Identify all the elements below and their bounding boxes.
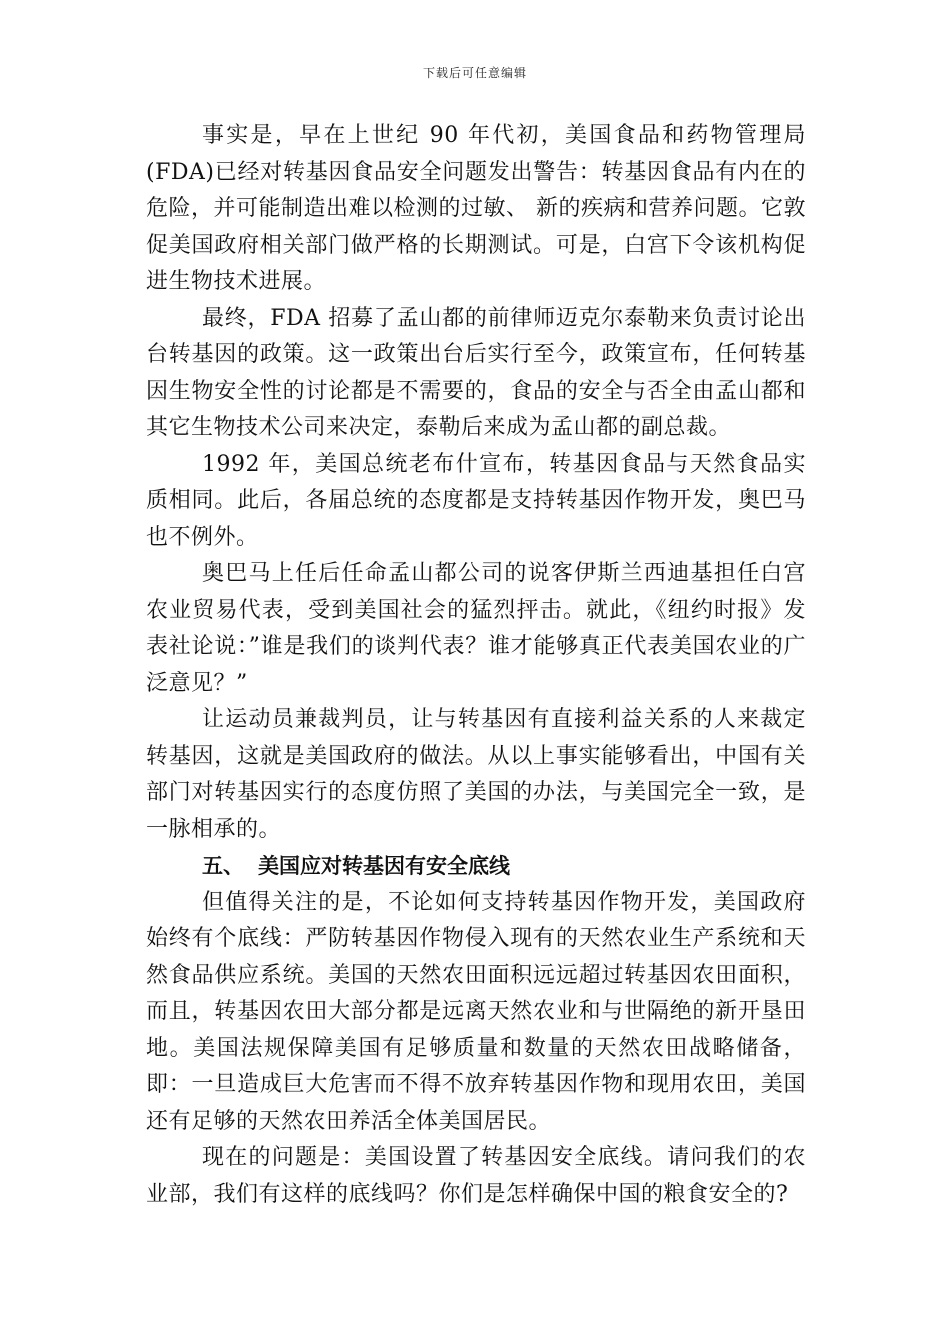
paragraph-obama-appointment: 奥巴马上任后任命孟山都公司的说客伊斯兰西迪基担任白宫农业贸易代表，受到美国社会的猛烈抨击。就此，《纽约时报》发表社论说：”谁是我们的谈判代表？谁才能够真正代表美国农业的广泛意见？” [146,561,806,696]
section-number: 五、 [202,854,244,878]
paragraph-1992-bush: 1992 年，美国总统老布什宣布，转基因食品与天然食品实质相同。此后，各届总统的态度都是支持转基因作物开发，奥巴马也不例外。 [146,451,806,550]
document-body [146,118,806,1213]
paragraph-question: 现在的问题是：美国设置了转基因安全底线。请问我们的农业部，我们有这样的底线吗？你们是怎样确保中国的粮食安全的? [146,1145,806,1207]
section-heading [146,848,806,885]
page-header: 下载后可任意编辑 [422,66,527,80]
paragraph-taylor-policy: 最终，FDA 招募了孟山都的前律师迈克尔泰勒来负责讨论出台转基因的政策。这一政策出台后实行至今，政策宣布，任何转基因生物安全性的讨论都是不需要的，食品的安全与否全由孟山都和其它生物技术公司来决定，泰勒后来成为孟山都的副总裁。 [146,305,806,440]
paragraph-safety-baseline: 但值得关注的是，不论如何支持转基因作物开发，美国政府始终有个底线：严防转基因作物侵入现有的天然农业生产系统和天然食品供应系统。美国的天然农田面积远远超过转基因农田面积，而且，转基因农田大部分都是远离天然农业和与世隔绝的新开垦田地。美国法规保障美国有足够质量和数量的天然农田战略储备，即：一旦造成巨大危害而不得不放弃转基因作物和现用农田，美国还有足够的天然农田养活全体美国居民。 [146,889,806,1134]
section-title: 美国应对转基因有安全底线 [258,854,510,878]
paragraph-fda-warning: 事实是，早在上世纪 90 年代初，美国食品和药物管理局(FDA)已经对转基因食品安全问题发出警告：转基因食品有内在的危险，并可能制造出难以检测的过敏、 新的疾病和营养问题。它敦促美国政府相关部门做严格的长期测试。可是，白宫下令该机构促进生物技术进展。 [146,123,806,294]
paragraph-referee-analogy: 让运动员兼裁判员，让与转基因有直接利益关系的人来裁定转基因，这就是美国政府的做法。从以上事实能够看出，中国有关部门对转基因实行的态度仿照了美国的办法，与美国完全一致，是一脉相承的。 [146,707,806,842]
